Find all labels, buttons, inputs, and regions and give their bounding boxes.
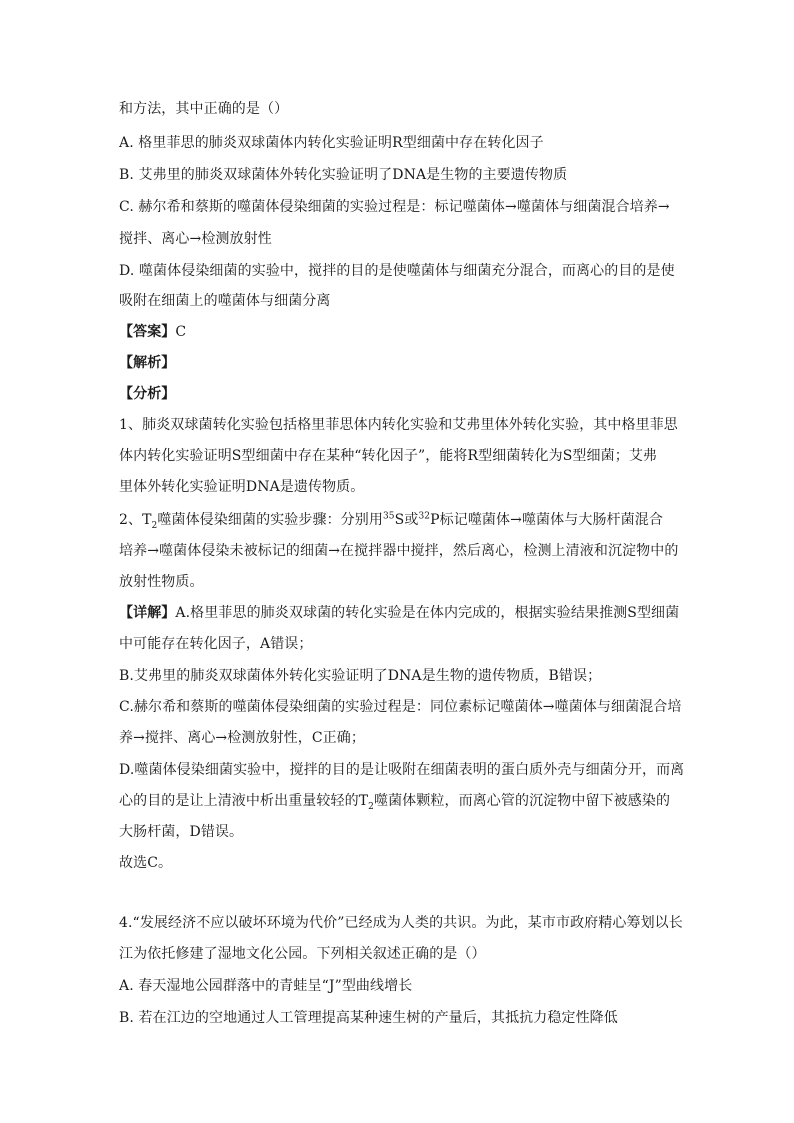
q3-option-d-line2: 吸附在细菌上的噬菌体与细菌分离 [119,293,331,309]
point2-subscript: 2 [151,520,158,531]
q3-option-b: B. 艾弗里的肺炎双球菌体外转化实验证明了DNA是生物的主要遗传物质 [119,167,568,183]
analysis-point2-line3: 放射性物质。 [119,574,204,590]
answer-value: C [175,324,187,340]
conclusion: 故选C。 [119,855,173,871]
question-3-stem-tail: 和方法，其中正确的是（） [119,101,289,117]
detail-line-d3: 大肠杆菌，D错误。 [119,824,244,840]
q4-option-a: A. 春天湿地公园群落中的青蛙呈“J”型曲线增长 [119,978,413,994]
isotope-35-superscript: 35 [382,511,395,522]
answer-label: 【答案】 [119,324,176,340]
detail-line-c1: C.赫尔希和蔡斯的噬菌体侵染细菌的实验过程是：同位素标记噬菌体→噬菌体与细菌混合培 [119,699,682,715]
detail-label: 【详解】 [119,605,176,621]
q3-option-c-line2: 搅拌、离心→检测放射性 [119,231,272,247]
detail-line-d1: D.噬菌体侵染细菌实验中，搅拌的目的是让吸附在细菌表明的蛋白质外壳与细菌分开，而离 [119,762,685,778]
detail-line-d2 [119,791,679,811]
point2-text1: 噬菌体侵染细菌的实验步骤：分别用 [157,512,383,528]
analysis-point1-line1: 1、肺炎双球菌转化实验包括格里菲思体内转化实验和艾弗里体外转化实验，其中格里菲思 [119,417,678,433]
detail-a-text: A.格里菲思的肺炎双球菌的转化实验是在体内完成的，根据实验结果推测S型细菌 [175,605,680,621]
q3-option-c-line1: C. 赫尔希和蔡斯的噬菌体侵染细菌的实验过程是：标记噬菌体→噬菌体与细菌混合培养→ [119,199,670,215]
q3-option-d-line1: D. 噬菌体侵染细菌的实验中，搅拌的目的是使噬菌体与细菌充分混合，而离心的目的是使 [119,263,675,279]
answer-line [119,322,679,342]
fenxi-label: 【分析】 [119,386,176,402]
analysis-point1-line2: 体内转化实验证明S型细菌中存在某种“转化因子”，能将R型细菌转化为S型细菌；艾弗 [119,448,658,464]
analysis-label: 【解析】 [119,355,176,371]
analysis-point2-line1 [119,510,679,530]
detail-d2-subscript: 2 [368,801,374,812]
analysis-point2-line2: 培养→噬菌体侵染未被标记的细菌→在搅拌器中搅拌，然后离心，检测上清液和沉淀物中的 [119,543,679,559]
detail-d2-suffix: 噬菌体颗粒，而离心管的沉淀物中留下被感染的 [373,793,671,809]
analysis-point1-line3: 里体外转化实验证明DNA是遗传物质。 [119,479,365,495]
detail-line-a1 [119,603,679,623]
point2-text3: P标记噬菌体→噬菌体与大肠杆菌混合 [430,512,663,528]
q4-option-b: B. 若在江边的空地通过人工管理提高某种速生树的产量后，其抵抗力稳定性降低 [119,1010,618,1026]
detail-d2-prefix: 心的目的是让上清液中析出重量较轻的T [119,793,369,809]
question-4-stem-line1: 4.“发展经济不应以破坏环境为代价”已经成为人类的共识。为此，某市市政府精心筹划以长 [119,915,683,931]
point2-prefix: 2、T [119,512,152,528]
detail-line-b: B.艾弗里的肺炎双球菌体外转化实验证明了DNA是生物的遗传物质，B错误； [119,668,602,684]
q3-option-a: A. 格里菲思的肺炎双球菌体内转化实验证明R型细菌中存在转化因子 [119,135,544,151]
detail-line-a2: 中可能存在转化因子，A错误； [119,636,313,652]
point2-text2: S或 [394,512,419,528]
detail-line-c2: 养→搅拌、离心→检测放射性，C正确； [119,730,365,746]
question-4-stem-line2: 江为依托修建了湿地文化公园。下列相关叙述正确的是（） [119,946,486,962]
isotope-32-superscript: 32 [418,511,431,522]
